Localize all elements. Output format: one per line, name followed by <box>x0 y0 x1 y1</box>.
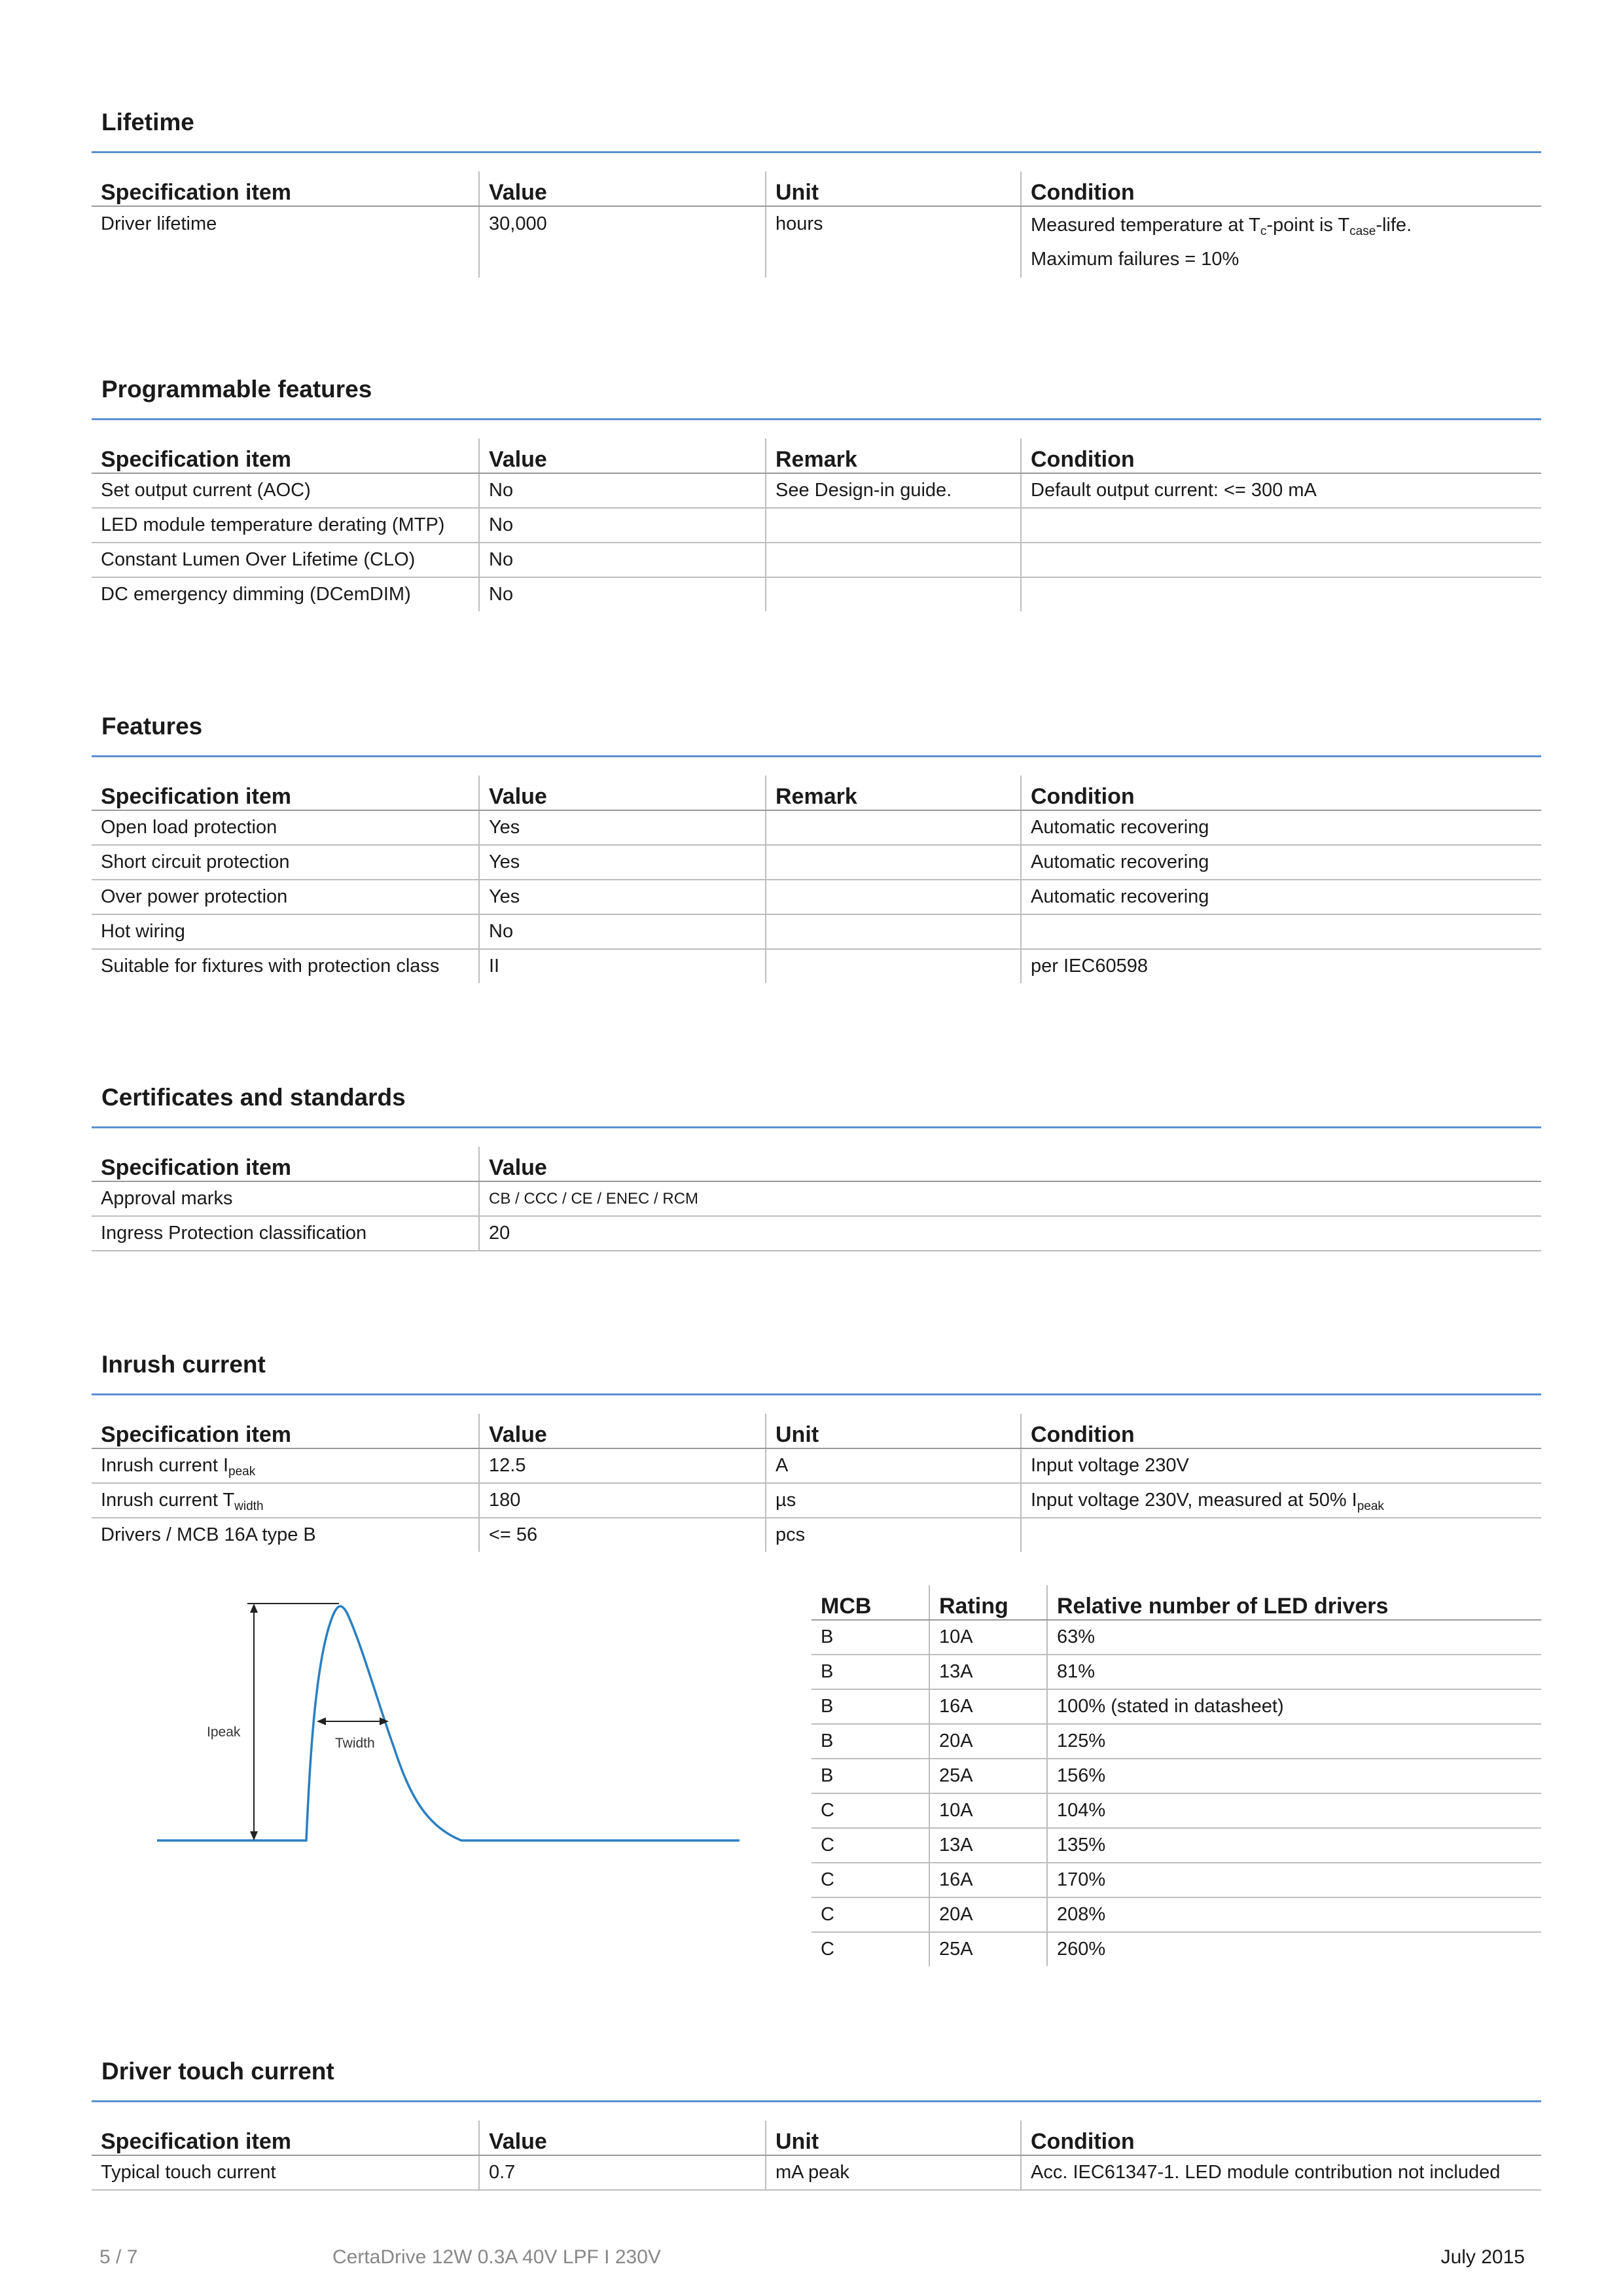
table-cell: B <box>812 1620 929 1655</box>
table-row <box>92 810 1541 845</box>
table-cell: See Design-in guide. <box>766 473 1021 508</box>
table-cell <box>766 543 1021 577</box>
table-cell: 170% <box>1047 1863 1541 1897</box>
table-row <box>92 1483 1541 1518</box>
column-header: Specification item <box>92 171 479 206</box>
table-header-row <box>92 1147 1541 1181</box>
table-cell: 30,000 <box>479 206 766 278</box>
table-cell: C <box>812 1863 929 1897</box>
column-header: Rating <box>929 1585 1047 1620</box>
table-header-row <box>92 1414 1541 1448</box>
table-cell: A <box>766 1448 1021 1483</box>
touch-current-table <box>92 2121 1541 2191</box>
table-row <box>92 543 1541 577</box>
table-cell: 0.7 <box>479 2155 766 2190</box>
footer-product-name: CertaDrive 12W 0.3A 40V LPF I 230V <box>332 2246 661 2268</box>
inrush-table <box>92 1414 1541 1552</box>
section-divider <box>92 2100 1541 2102</box>
column-header: Remark <box>766 439 1021 473</box>
twidth-arrow-head-left <box>317 1717 326 1725</box>
table-cell: 20 <box>479 1216 1541 1251</box>
table-cell: Constant Lumen Over Lifetime (CLO) <box>92 543 479 577</box>
table-cell <box>766 845 1021 880</box>
mcb-table <box>812 1585 1541 1966</box>
section-title: Certificates and standards <box>101 1084 406 1111</box>
table-row <box>92 880 1541 914</box>
table-cell: 63% <box>1047 1620 1541 1655</box>
section-title: Lifetime <box>101 109 194 135</box>
table-cell: Set output current (AOC) <box>92 473 479 508</box>
table-cell: 81% <box>1047 1655 1541 1689</box>
table-cell: Yes <box>479 845 766 880</box>
table-cell: pcs <box>766 1518 1021 1552</box>
table-row <box>812 1689 1541 1724</box>
table-cell: 100% (stated in datasheet) <box>1047 1689 1541 1724</box>
table-cell: µs <box>766 1483 1021 1518</box>
table-cell <box>1021 543 1541 577</box>
table-cell: B <box>812 1724 929 1759</box>
table-row <box>92 1181 1541 1216</box>
table-cell: Drivers / MCB 16A type B <box>101 1524 316 1545</box>
table-cell: B <box>812 1759 929 1793</box>
table-cell: Measured temperature at $T_c$-point is $T_{case}$-life. Maximum failures = 10% <box>1021 206 1541 278</box>
section-title: Inrush current <box>101 1351 266 1378</box>
column-header: Value <box>479 776 766 810</box>
table-cell: 135% <box>1047 1828 1541 1863</box>
table-cell: Default output current: <= 300 mA <box>1021 473 1541 508</box>
table-cell: Inrush current $I_{peak}$ <box>92 1448 479 1483</box>
column-header: Unit <box>766 2121 1021 2155</box>
table-cell: No <box>479 508 766 543</box>
section-title: Driver touch current <box>101 2058 334 2085</box>
column-header: Remark <box>766 776 1021 810</box>
table-cell: 10A <box>929 1620 1047 1655</box>
table-cell: Typical touch current <box>92 2155 479 2190</box>
column-header: Unit <box>766 171 1021 206</box>
column-header: Condition <box>1021 776 1541 810</box>
column-header: Unit <box>766 1414 1021 1448</box>
column-header: Condition <box>1021 171 1541 206</box>
table-cell: C <box>812 1793 929 1828</box>
table-cell: No <box>479 577 766 611</box>
table-cell: 12.5 <box>479 1448 766 1483</box>
table-cell: 208% <box>1047 1897 1541 1932</box>
table-cell: Short circuit protection <box>92 845 479 880</box>
column-header: Value <box>479 439 766 473</box>
table-cell: Acc. IEC61347-1. LED module contribution not included <box>1021 2155 1541 2190</box>
features-table <box>92 776 1541 983</box>
table-cell: 20A <box>929 1724 1047 1759</box>
column-header: Value <box>479 2121 766 2155</box>
table-cell: Driver lifetime <box>101 213 217 234</box>
table-cell <box>766 949 1021 983</box>
footer-page-number: 5 / 7 <box>99 2246 138 2268</box>
table-cell: C <box>812 1828 929 1863</box>
section-divider <box>92 755 1541 757</box>
table-row <box>812 1620 1541 1655</box>
table-cell: 260% <box>1047 1932 1541 1966</box>
table-row <box>92 845 1541 880</box>
table-header-row <box>812 1585 1541 1620</box>
table-cell: 20A <box>929 1897 1047 1932</box>
table-row <box>92 1518 1541 1552</box>
table-cell: per IEC60598 <box>1021 949 1541 983</box>
table-cell <box>1021 1518 1541 1552</box>
table-cell: 180 <box>479 1483 766 1518</box>
table-row <box>92 508 1541 543</box>
table-cell: CB / CCC / CE / ENEC / RCM <box>479 1181 1541 1216</box>
table-cell: Input voltage 230V <box>1021 1448 1541 1483</box>
table-row <box>92 2155 1541 2190</box>
table-row <box>92 473 1541 508</box>
table-cell: LED module temperature derating (MTP) <box>92 508 479 543</box>
table-row <box>812 1793 1541 1828</box>
table-cell: Suitable for fixtures with protection class <box>101 956 440 977</box>
table-cell <box>766 508 1021 543</box>
table-cell: II <box>479 949 766 983</box>
lifetime-table <box>92 171 1541 278</box>
column-header: Specification item <box>92 1147 479 1181</box>
ipeak-arrow-head-bottom <box>250 1831 258 1840</box>
programmable-table <box>92 439 1541 611</box>
table-cell: Yes <box>479 810 766 845</box>
table-cell: No <box>479 543 766 577</box>
table-cell <box>766 914 1021 949</box>
table-row <box>812 1724 1541 1759</box>
table-cell: DC emergency dimming (DCemDIM) <box>101 584 411 605</box>
table-cell: Open load protection <box>92 810 479 845</box>
column-header: Condition <box>1021 439 1541 473</box>
table-cell: Automatic recovering <box>1021 810 1541 845</box>
table-cell: 25A <box>929 1759 1047 1793</box>
table-row <box>812 1863 1541 1897</box>
section-title: Programmable features <box>101 376 372 403</box>
table-cell <box>1021 508 1541 543</box>
table-cell: 10A <box>929 1793 1047 1828</box>
table-cell <box>766 810 1021 845</box>
table-cell: 104% <box>1047 1793 1541 1828</box>
table-cell: 16A <box>929 1689 1047 1724</box>
column-header: Value <box>479 1414 766 1448</box>
waveform-curve <box>157 1606 740 1840</box>
table-row <box>92 577 1541 611</box>
column-header: Condition <box>1021 2121 1541 2155</box>
certificates-table <box>92 1147 1541 1251</box>
table-header-row <box>92 776 1541 810</box>
table-cell: Ingress Protection classification <box>92 1216 479 1251</box>
table-row <box>92 914 1541 949</box>
table-cell: 13A <box>929 1655 1047 1689</box>
section-divider <box>92 1393 1541 1395</box>
table-cell <box>1021 914 1541 949</box>
table-row <box>92 206 1541 278</box>
table-row <box>92 1448 1541 1483</box>
twidth-label: Twidth <box>335 1736 375 1751</box>
table-cell: No <box>479 473 766 508</box>
table-cell: 16A <box>929 1863 1047 1897</box>
table-cell: Automatic recovering <box>1021 880 1541 914</box>
column-header: Specification item <box>92 1414 479 1448</box>
table-cell: No <box>479 914 766 949</box>
table-cell: 25A <box>929 1932 1047 1966</box>
ipeak-arrow-head-top <box>250 1604 258 1613</box>
column-header: Relative number of LED drivers <box>1047 1585 1541 1620</box>
table-cell: B <box>812 1655 929 1689</box>
table-row <box>92 1216 1541 1251</box>
column-header: Value <box>479 171 766 206</box>
table-cell: hours <box>766 206 1021 278</box>
column-header: Specification item <box>92 776 479 810</box>
table-cell: 13A <box>929 1828 1047 1863</box>
table-cell: C <box>821 1939 834 1960</box>
table-cell: mA peak <box>766 2155 1021 2190</box>
table-cell <box>766 577 1021 611</box>
table-row <box>812 1655 1541 1689</box>
table-header-row <box>92 2121 1541 2155</box>
table-row <box>812 1759 1541 1793</box>
table-cell: <= 56 <box>479 1518 766 1552</box>
table-cell: 125% <box>1047 1724 1541 1759</box>
table-cell: Yes <box>479 880 766 914</box>
table-cell <box>766 880 1021 914</box>
column-header: MCB <box>812 1585 929 1620</box>
table-cell: Inrush current $T_{width}$ <box>92 1483 479 1518</box>
section-title: Features <box>101 713 203 740</box>
table-row <box>812 1932 1541 1966</box>
table-cell: B <box>812 1689 929 1724</box>
column-header: Specification item <box>92 2121 479 2155</box>
table-header-row <box>92 171 1541 206</box>
table-cell: Input voltage 230V, measured at 50% $I_{peak}$ <box>1021 1483 1541 1518</box>
table-row <box>812 1897 1541 1932</box>
column-header: Condition <box>1021 1414 1541 1448</box>
table-row <box>812 1828 1541 1863</box>
column-header: Value <box>479 1147 1541 1181</box>
ipeak-label: Ipeak <box>207 1725 241 1740</box>
table-cell: C <box>812 1897 929 1932</box>
table-cell: Approval marks <box>92 1181 479 1216</box>
table-cell <box>1021 577 1541 611</box>
inrush-waveform-diagram <box>157 1584 785 1865</box>
table-row <box>92 949 1541 983</box>
table-cell: Over power protection <box>92 880 479 914</box>
table-cell: Automatic recovering <box>1021 845 1541 880</box>
section-divider <box>92 1126 1541 1128</box>
column-header: Specification item <box>92 439 479 473</box>
table-cell: 156% <box>1047 1759 1541 1793</box>
table-cell: Hot wiring <box>92 914 479 949</box>
section-divider <box>92 151 1541 153</box>
footer-date: July 2015 <box>1440 2246 1525 2268</box>
section-divider <box>92 418 1541 420</box>
table-header-row <box>92 439 1541 473</box>
